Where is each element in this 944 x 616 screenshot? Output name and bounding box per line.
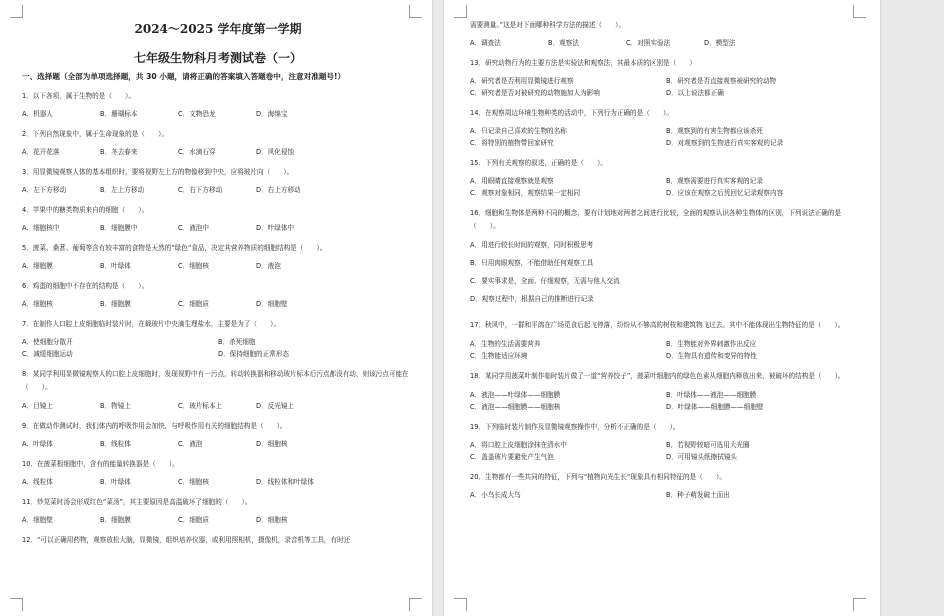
question-item bbox=[470, 55, 862, 104]
answer-options bbox=[470, 71, 862, 104]
answer-option: A．左下方移动 bbox=[22, 186, 67, 194]
answer-option: B．杀死细胞 bbox=[218, 338, 256, 346]
crop-mark bbox=[853, 598, 866, 611]
answer-options bbox=[470, 485, 862, 506]
answer-option: B．物镜上 bbox=[100, 402, 131, 410]
answer-options bbox=[470, 121, 862, 154]
answer-option: A．细胞核 bbox=[22, 300, 53, 308]
answer-options bbox=[470, 385, 862, 418]
question-item bbox=[22, 532, 414, 548]
answer-option: D．细胞核 bbox=[256, 440, 288, 448]
answer-option: D．对观察到的生物进行真实客观的记录 bbox=[666, 139, 784, 147]
question-item bbox=[470, 368, 862, 418]
answer-option: B．研究者是否直接观察被研究的动物 bbox=[666, 77, 777, 85]
answer-option: C．细胞质 bbox=[178, 516, 209, 524]
answer-option: D．风化侵蚀 bbox=[256, 148, 295, 156]
answer-option: C．右下方移动 bbox=[178, 186, 223, 194]
question-text: 2．下列自然现象中，属于生命现象的是（ ）。 bbox=[22, 130, 168, 138]
answer-options bbox=[22, 332, 414, 365]
answer-option: A．细胞膜 bbox=[22, 262, 53, 270]
answer-option: A．液泡——叶绿体——细胞膜 bbox=[470, 391, 561, 399]
answer-option: D．右上方移动 bbox=[256, 186, 301, 194]
question-item bbox=[22, 418, 414, 455]
question-item bbox=[22, 126, 414, 163]
exam-subtitle: 七年级生物科月考测试卷（一） bbox=[133, 51, 302, 65]
question-item bbox=[22, 88, 414, 125]
question-item bbox=[22, 366, 414, 417]
document-page-2 bbox=[444, 0, 880, 616]
answer-option: C．研究者是否对被研究的动物施加人为影响 bbox=[470, 89, 600, 97]
answer-options bbox=[22, 472, 414, 493]
answer-option: B．细胞膜中 bbox=[100, 224, 138, 232]
question-text: 11．炒苋菜时汤会形成红色“菜汤”，其主要原因是高温破坏了细胞的（ ）。 bbox=[22, 498, 252, 506]
answer-option: B．叶绿体 bbox=[100, 478, 131, 486]
answer-option: C．要实事求是，全面、仔细观察，无需与他人交流 bbox=[470, 277, 620, 285]
answer-options bbox=[22, 396, 414, 417]
question-text: 4．苹果中的糖类物质来自的细胞（ ）。 bbox=[22, 206, 149, 214]
question-list bbox=[470, 17, 862, 506]
answer-options bbox=[22, 180, 414, 201]
answer-options bbox=[470, 171, 862, 204]
crop-mark bbox=[409, 5, 422, 18]
question-text: 18．某同学用菠菜叶制作临时装片做了一道“营养饺子”，菠菜叶细胞内的绿色色素从细胞内释放出来，被破坏的结构是（ ）。 bbox=[470, 372, 845, 380]
answer-option: C．对照实验法 bbox=[626, 39, 671, 47]
answer-option: D．线粒体和叶绿体 bbox=[256, 478, 314, 486]
answer-options bbox=[22, 218, 414, 239]
question-text: 19．下列临时装片制作及显微镜观察操作中，分析不正确的是（ ）。 bbox=[470, 423, 680, 431]
answer-option: D．可用镜头纸擦拭镜头 bbox=[666, 453, 738, 461]
question-item bbox=[22, 240, 414, 277]
answer-option: C．盖盖玻片要避免产生气泡 bbox=[470, 453, 554, 461]
answer-options bbox=[22, 104, 414, 125]
answer-option: D．应该在观察之后凭回忆记录观察内容 bbox=[666, 189, 784, 197]
question-item bbox=[470, 205, 862, 316]
question-text: 10．在菠菜根细胞中，含有的能量转换器是（ ）。 bbox=[22, 460, 179, 468]
crop-mark bbox=[10, 598, 23, 611]
exam-title: 2024～2025 学年度第一学期 bbox=[134, 22, 302, 36]
question-item bbox=[470, 17, 862, 54]
answer-options bbox=[22, 294, 414, 315]
crop-mark bbox=[454, 5, 467, 18]
answer-option: C．液泡——细胞膜——细胞核 bbox=[470, 403, 561, 411]
crop-mark bbox=[454, 598, 467, 611]
question-text: 8．某同学利用显微镜观察人的口腔上皮细胞时，发现视野中有一污点，转动转换器和移动玻片标本后污点都没有动，则该污点可能在（ ）。 bbox=[22, 370, 409, 391]
answer-option: C．玻片标本上 bbox=[178, 402, 223, 410]
question-text: 6．鸡蛋的细胞中不存在的结构是（ ）。 bbox=[22, 282, 149, 290]
answer-option: C．生物能适应环境 bbox=[470, 352, 528, 360]
answer-options bbox=[22, 142, 414, 163]
question-text: 13．研究动物行为的主要方法是实验法和观察法，其最本质的区别是（ ） bbox=[470, 59, 696, 67]
question-item bbox=[470, 469, 862, 506]
answer-option: A．用眼睛直接观察就是观察 bbox=[470, 177, 554, 185]
answer-option: B．线粒体 bbox=[100, 440, 131, 448]
answer-option: A．线粒体 bbox=[22, 478, 53, 486]
answer-option: A．小鸟长成大鸟 bbox=[470, 491, 521, 499]
answer-option: B．若视野较暗可选用大光圈 bbox=[666, 441, 750, 449]
answer-option: D．液泡 bbox=[256, 262, 281, 270]
answer-option: C．减缓细胞运动 bbox=[22, 350, 73, 358]
question-item bbox=[22, 202, 414, 239]
question-item bbox=[22, 494, 414, 531]
answer-option: B．冬去春来 bbox=[100, 148, 138, 156]
question-text: 3．用显微镜观察人体的基本组织时，要将视野左上方的物像移到中央，应将玻片向（ ）。 bbox=[22, 168, 294, 176]
page-1-content bbox=[22, 20, 414, 549]
question-item bbox=[470, 105, 862, 154]
question-text: 12．“可以正确用药物，观察放松大脑，显微镜，组织培养仪器，或利用照相机，摄像机，录音机等工具，有时还 bbox=[22, 536, 351, 544]
answer-options bbox=[470, 334, 862, 367]
answer-option: B．珊瑚标本 bbox=[100, 110, 138, 118]
answer-option: D．观察过程中，根据自己的推断进行记录 bbox=[470, 295, 594, 303]
answer-option: A．机器人 bbox=[22, 110, 53, 118]
answer-options bbox=[470, 235, 862, 316]
answer-option: A．目镜上 bbox=[22, 402, 53, 410]
answer-option: A．只记录自己喜欢的生物的名称 bbox=[470, 127, 567, 135]
answer-option: C．观察对象相同，观察结果一定相同 bbox=[470, 189, 581, 197]
answer-option: A．花开花落 bbox=[22, 148, 60, 156]
answer-option: D．生物具有遗传和变异的特性 bbox=[666, 352, 757, 360]
answer-option: A．调查法 bbox=[470, 39, 501, 47]
question-text: 14．在观察周边环境生物种类的活动中，下列行为正确的是（ ）。 bbox=[470, 109, 673, 117]
answer-option: B．细胞膜 bbox=[100, 300, 131, 308]
question-item bbox=[22, 456, 414, 493]
answer-option: C．细胞核 bbox=[178, 478, 209, 486]
answer-option: D．细胞壁 bbox=[256, 300, 288, 308]
document-page-1 bbox=[0, 0, 432, 616]
answer-option: D．以上说法都正确 bbox=[666, 89, 724, 97]
answer-option: D．海绵宝 bbox=[256, 110, 288, 118]
answer-option: A．叶绿体 bbox=[22, 440, 53, 448]
question-item bbox=[22, 164, 414, 201]
question-text: 9．在做动作测试时，我们体内的呼吸作用会加快，与呼吸作用有关的细胞结构是（ ）。 bbox=[22, 422, 287, 430]
question-item bbox=[470, 155, 862, 204]
question-text: 16．细胞和生物体是两种不同的概念，要有计划地对两者之间进行比较，全面的观察认识各种生物体的区别，下列说法正确的是（ ）。 bbox=[470, 209, 842, 230]
question-item bbox=[22, 278, 414, 315]
answer-option: C．水滴石穿 bbox=[178, 148, 216, 156]
answer-option: A．细胞核中 bbox=[22, 224, 60, 232]
question-item bbox=[470, 419, 862, 468]
answer-option: B．细胞膜 bbox=[100, 516, 131, 524]
crop-mark bbox=[10, 5, 23, 18]
answer-options bbox=[22, 256, 414, 277]
answer-option: A．细胞壁 bbox=[22, 516, 53, 524]
question-item bbox=[22, 316, 414, 365]
answer-option: C．文物恐龙 bbox=[178, 110, 216, 118]
answer-option: A．研究者是否利用显微镜进行观察 bbox=[470, 77, 574, 85]
answer-option: B．种子萌发破土而出 bbox=[666, 491, 730, 499]
answer-option: A．将口腔上皮细胞涂抹在清水中 bbox=[470, 441, 567, 449]
page-2-content bbox=[470, 17, 862, 507]
answer-option: D．叶绿体中 bbox=[256, 224, 295, 232]
answer-option: D．模型法 bbox=[704, 39, 736, 47]
question-text: 15．下列有关观察的叙述，正确的是（ ）。 bbox=[470, 159, 607, 167]
answer-option: A．生物的生活需要营养 bbox=[470, 340, 541, 348]
answer-option: C．液泡中 bbox=[178, 224, 209, 232]
answer-option: B．观察到的有害生物都应该杀死 bbox=[666, 127, 763, 135]
question-list bbox=[22, 88, 414, 548]
answer-option: C．将特别的植物带回家研究 bbox=[470, 139, 554, 147]
question-text: 20．生物都有一些共同的特征，下列与“植物向光生长”现象具有相同特征的是（ ）。 bbox=[470, 473, 726, 481]
answer-options bbox=[22, 510, 414, 531]
answer-option: D．保持细胞的正常形态 bbox=[218, 350, 290, 358]
answer-options bbox=[470, 33, 862, 54]
answer-option: D．细胞核 bbox=[256, 516, 288, 524]
answer-option: B．左上方移动 bbox=[100, 186, 145, 194]
answer-options bbox=[22, 434, 414, 455]
answer-option: D．叶绿体——细胞膜——细胞壁 bbox=[666, 403, 764, 411]
question-text: 需要测量。”这是对下面哪种科学方法的描述（ ）。 bbox=[470, 21, 626, 29]
answer-option: A．使细胞分散开 bbox=[22, 338, 73, 346]
question-text: 7．在制作人口腔上皮细胞临时装片时，在载玻片中央滴生理盐水，主要是为了（ ）。 bbox=[22, 320, 281, 328]
answer-option: B．生物能对外界刺激作出反应 bbox=[666, 340, 757, 348]
answer-option: C．细胞质 bbox=[178, 300, 209, 308]
question-text: 17．秋风中，一群和平鸽在广场觅食后起飞停落，纷纷从不够高的树枝和建筑物飞过去。其中不能体现出生物特征的是（ ）。 bbox=[470, 321, 845, 329]
answer-option: B．叶绿体——液泡——细胞膜 bbox=[666, 391, 757, 399]
section-heading: 一、选择题（全部为单项选择题，共 30 小题，请将正确的答案填入答题卷中，注意对准题号!） bbox=[22, 72, 346, 81]
question-item bbox=[470, 317, 862, 367]
answer-option: B．观察需要进行真实客观的记录 bbox=[666, 177, 763, 185]
answer-option: A．用进行较长时间的观察，同时积极思考 bbox=[470, 241, 594, 249]
answer-option: C．液泡 bbox=[178, 440, 203, 448]
answer-option: B．叶绿体 bbox=[100, 262, 131, 270]
question-text: 5．菠菜、桑葚、葡萄等含有较丰富的食物是天然的“绿色”食品，决定其营养物质的细胞结构是（ ）。 bbox=[22, 244, 327, 252]
question-text: 1．以下各项，属于生物的是（ ）。 bbox=[22, 92, 135, 100]
answer-option: C．细胞核 bbox=[178, 262, 209, 270]
answer-option: B．观察法 bbox=[548, 39, 579, 47]
answer-option: B．只用肉眼观察，不能借助任何观察工具 bbox=[470, 259, 594, 267]
answer-options bbox=[470, 435, 862, 468]
answer-option: D．反光镜上 bbox=[256, 402, 295, 410]
crop-mark bbox=[409, 598, 422, 611]
